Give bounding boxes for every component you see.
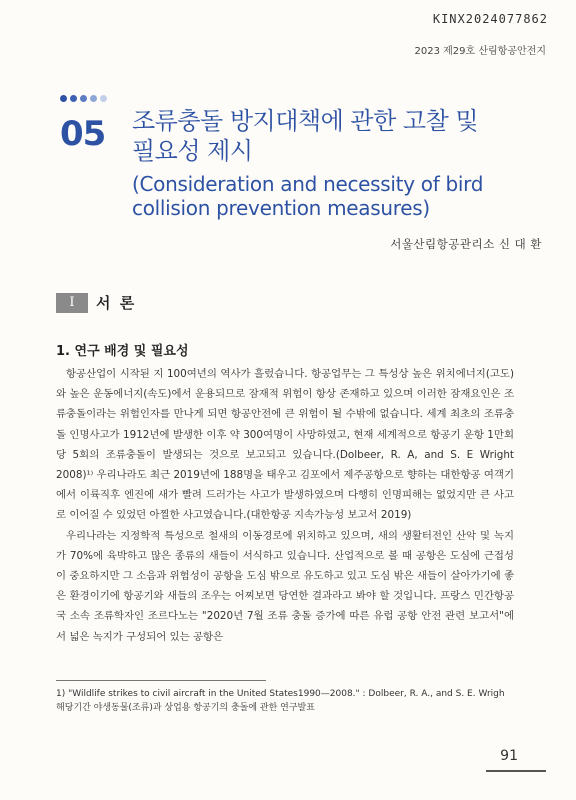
footnote-line1: 1) "Wildlife strikes to civil aircraft in the United States1990—2008." : Dolbeer, R. A., and S. E. Wrigh [56,689,505,699]
dot-5 [100,95,107,102]
journal-header: 2023 제29호 산림항공안전지 [414,46,546,57]
footnote-divider [56,680,266,681]
author-line: 서울산림항공관리소 신 대 환 [390,237,542,251]
section-heading [56,292,136,313]
dot-4 [90,95,97,102]
decorative-dots [60,95,107,102]
article-title [132,106,542,220]
article-number: 05 [60,114,106,154]
section-number: I [56,293,88,313]
title-english-line1: (Consideration and necessity of bird [132,172,484,196]
page-number: 91 [500,748,518,764]
section-label: 서 론 [96,294,137,312]
footnote-line2: 해당기간 야생동물(조류)과 상업용 항공기의 충돌에 관한 연구발표 [56,703,315,713]
body-text [56,364,514,647]
dot-1 [60,95,67,102]
title-english-line2: collision prevention measures) [132,196,430,220]
subsection-title: 1. 연구 배경 및 필요성 [56,344,189,359]
footnote [56,687,526,715]
title-korean-line1: 조류충돌 방지대책에 관한 고찰 및 [132,107,479,135]
paragraph-2: 우리나라는 지정학적 특성으로 철새의 이동경로에 위치하고 있으며, 새의 생활터전인 산악 및 녹지가 70%에 육박하고 많은 종류의 새들이 서식하고 있습니다. 산업적으로 볼 때 공항은 도심에 근접성이 중요하지만 그 소음과 위험성이 공항을 도심 밖으로 유도하고 있고 도심 밖은 새들이 살아가기에 좋은 환경이기에 항공기와 새들의 조우는 어찌보면 당연한 결과라고 봐야 할 것입니다. 프랑스 민간항공국 소속 조류학자인 조르다노는 "2020년 7월 조류 충돌 증가에 따른 유럽 공항 안전 관련 보고서"에서 넓은 녹지가 구성되어 있는 공항은 [56,529,514,643]
dot-3 [80,95,87,102]
paragraph-1: 항공산업이 시작된 지 100여년의 역사가 흘렀습니다. 항공업무는 그 특성상 높은 위치에너지(고도)와 높은 운동에너지(속도)에서 운용되므로 잠재적 위험이 항상 존재하고 있으며 이러한 잠재요인은 조류충돌이라는 위험인자를 만나게 되면 항공안전에 큰 위험이 될 수밖에 없습니다. 세계 최초의 조류충돌 인명사고가 1912년에 발생한 이후 약 300여명이 사망하였고, 현재 세계적으로 항공기 운항 1만회당 5회의 조류충돌이 발생되는 것으로 보고되고 있습니다.(Dolbeer, R. A, and S. E Wright 2008)¹⁾ 우리나라도 최근 2019년에 188명을 태우고 김포에서 제주공항으로 향하는 대한항공 여객기에서 이륙직후 엔진에 새가 빨려 드러가는 사고가 발생하였으며 다행히 인명피해는 없었지만 큰 사고로 이어질 수 있었던 아찔한 사고였습니다.(대한항공 지속가능성 보고서 2019) [56,368,514,522]
dot-2 [70,95,77,102]
document-id: KINX2024077862 [432,12,548,26]
title-korean-line2: 필요성 제시 [132,137,253,165]
